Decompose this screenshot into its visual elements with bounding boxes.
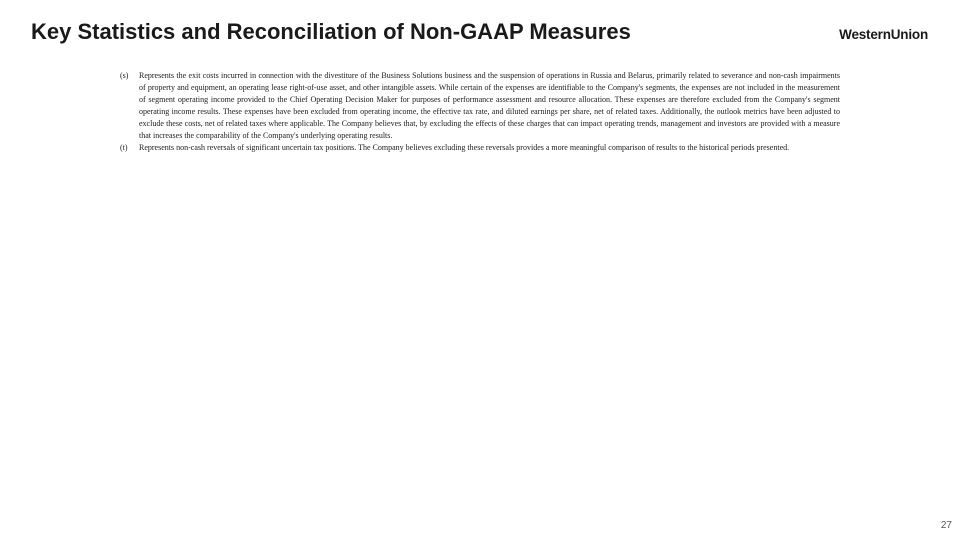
footnote-t	[120, 142, 840, 154]
footnotes-section	[120, 70, 840, 154]
western-union-logo: WesternUnion	[839, 27, 928, 42]
footnote-marker: (s)	[120, 71, 129, 80]
footnote-text: Represents the exit costs incurred in connection with the divestiture of the Business Solutions business and the suspension of operations in Russia and Belarus, primarily related to severance and non-cash impairments of property and equipment, an operating lease right-of-use asset, and other intangible assets. While certain of the expenses are identifiable to the Company's segments, the expenses are not included in the measurement of segment operating income provided to the Chief Operating Decision Maker for purposes of performance assessment and resource allocation. These expenses are therefore excluded from the Company's segment operating income results. These expenses have been excluded from operating income, the effective tax rate, and diluted earnings per share, net of related taxes. Additionally, the outlook metrics have been adjusted to exclude these costs, net of related taxes where applicable. The Company believes that, by excluding the effects of these charges that can impact operating trends, management and investors are provided with a measure that increases the comparability of the Company's underlying operating results.	[139, 71, 840, 140]
footnote-s	[120, 70, 840, 142]
footnote-marker: (t)	[120, 143, 128, 152]
page-title: Key Statistics and Reconciliation of Non-GAAP Measures	[31, 19, 631, 44]
footnote-text: Represents non-cash reversals of significant uncertain tax positions. The Company believes excluding these reversals provides a more meaningful comparison of results to the historical periods presented.	[139, 143, 790, 152]
page-number: 27	[940, 520, 952, 531]
